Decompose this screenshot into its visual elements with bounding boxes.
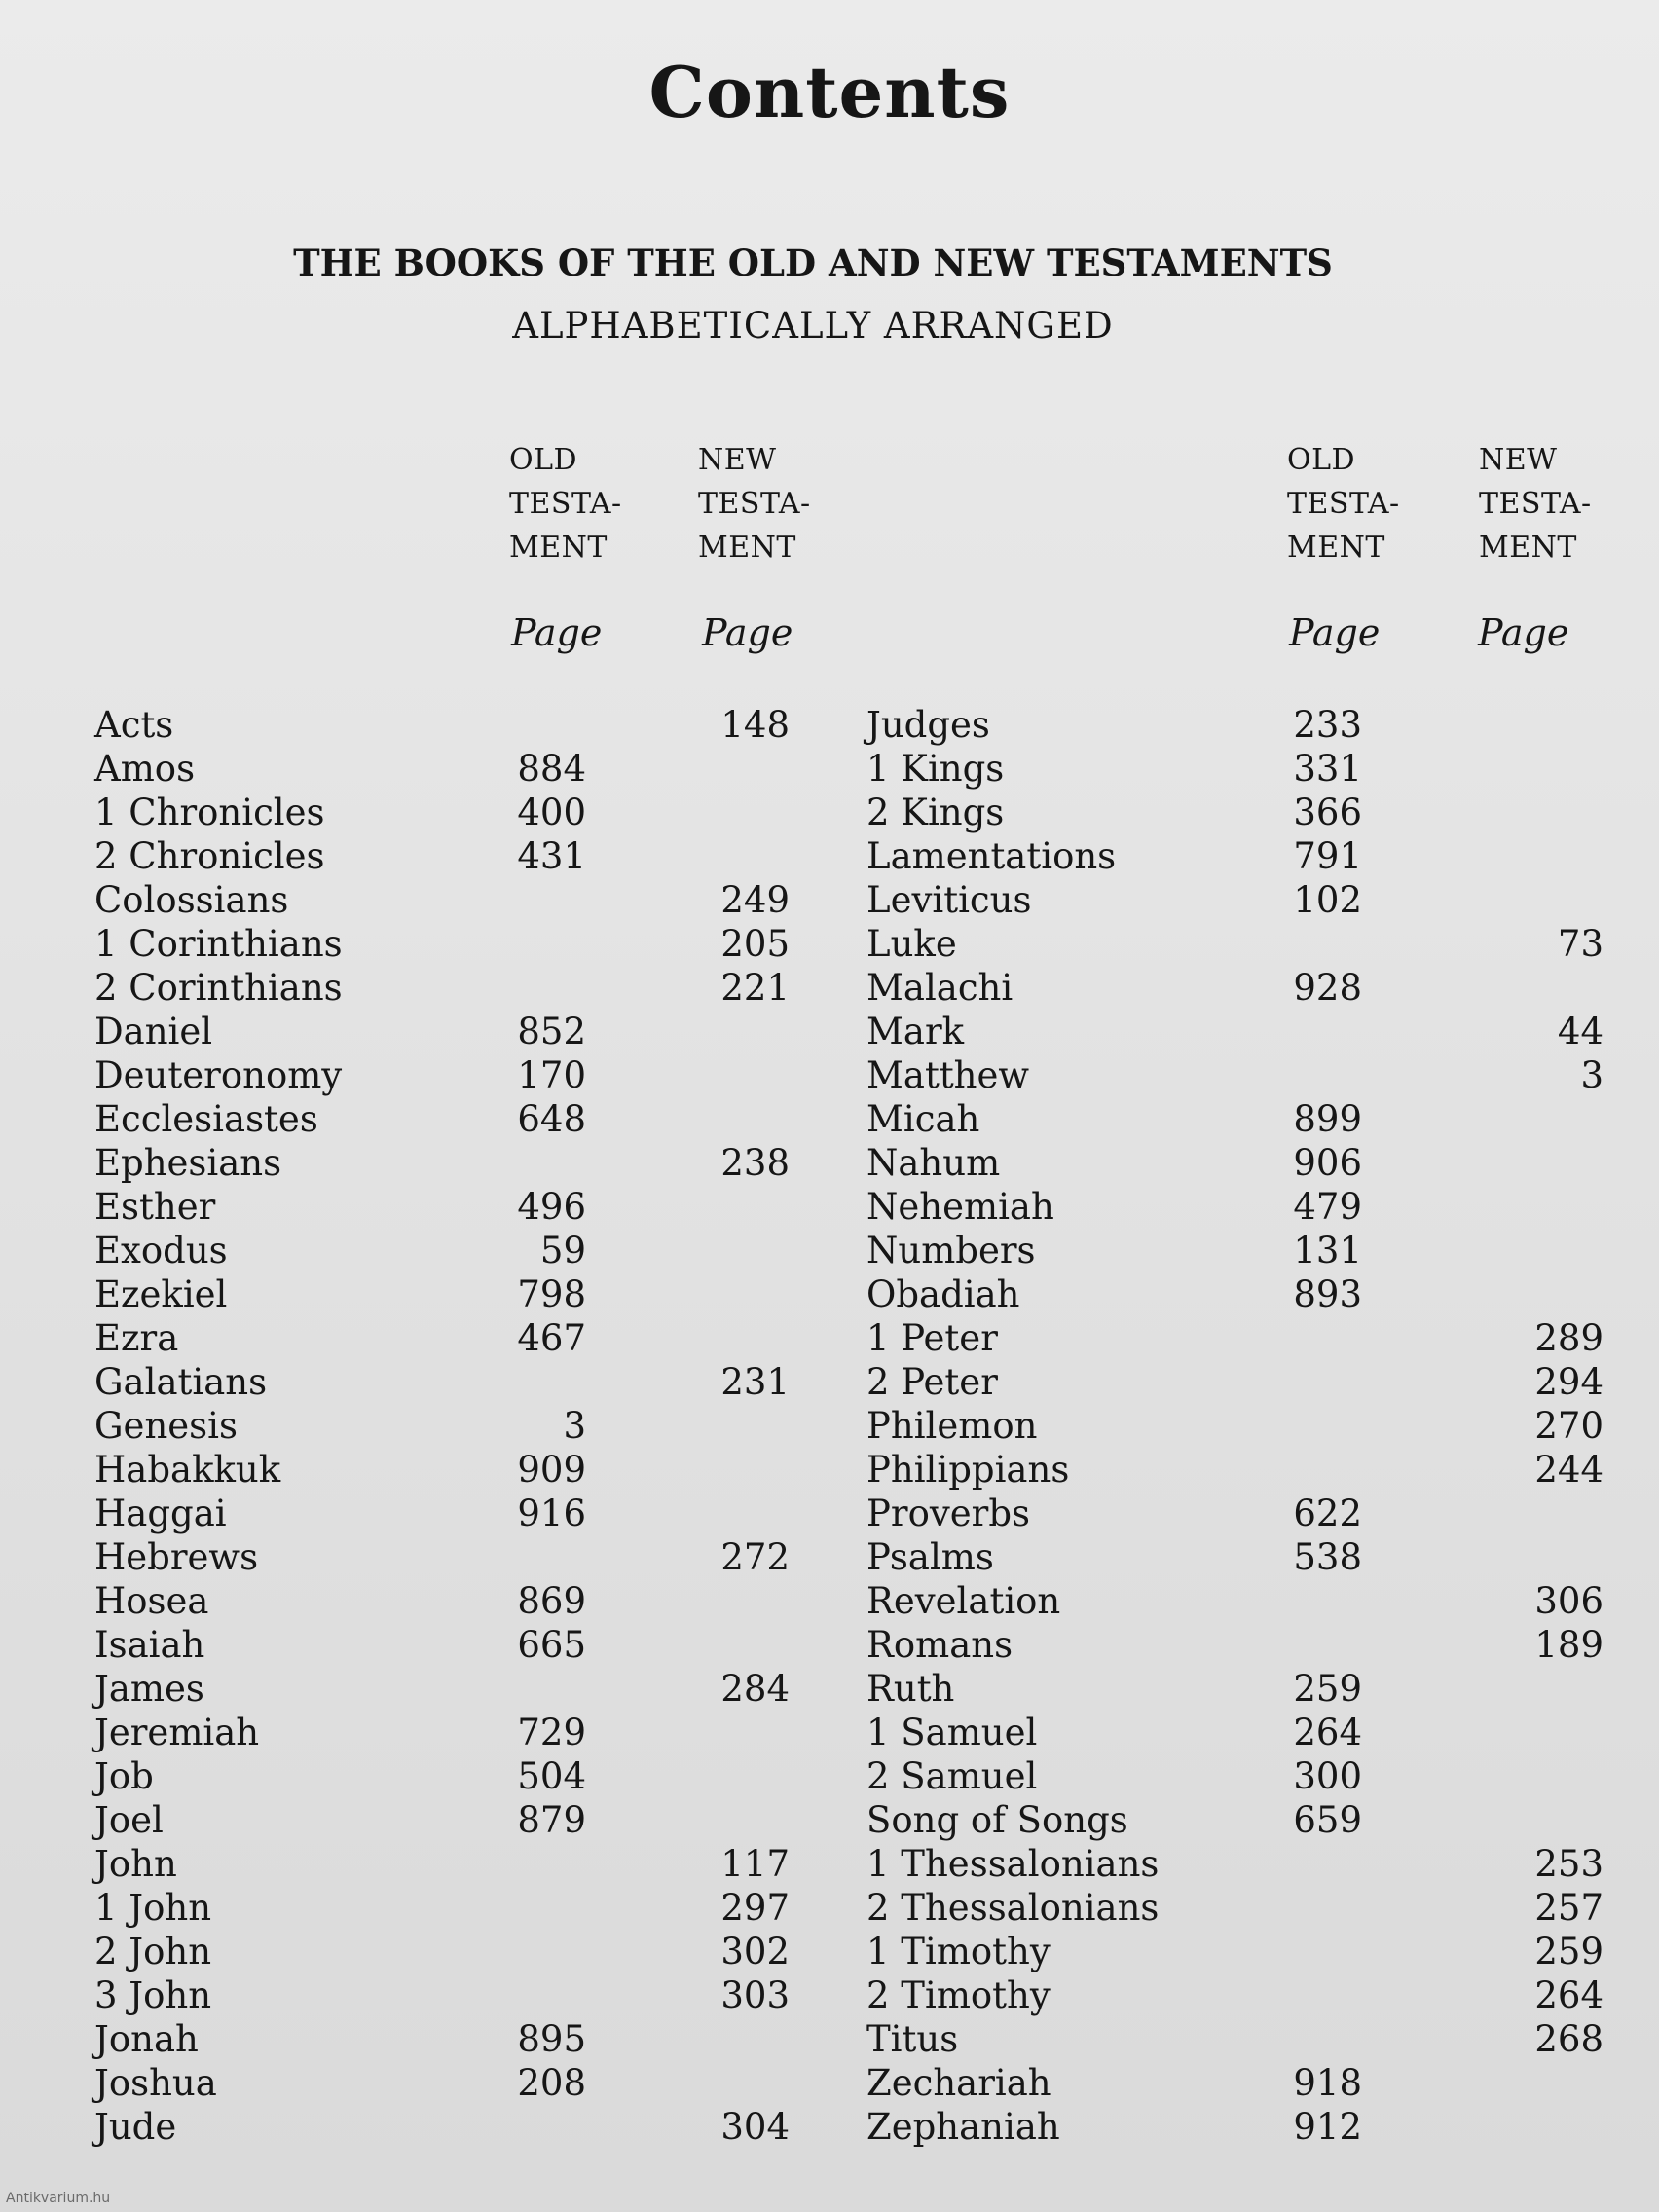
book-name-left: Joel — [94, 1799, 164, 1841]
table-row — [0, 1360, 1659, 1404]
new-testament-page-right: 253 — [1534, 1843, 1604, 1885]
column-header-old-testament-right: OLD TESTA- MENT — [1287, 443, 1400, 565]
table-row — [0, 1535, 1659, 1579]
old-testament-page-right: 912 — [1293, 2106, 1362, 2148]
book-name-left: 3 John — [94, 1974, 212, 2016]
old-testament-page-right: 622 — [1293, 1493, 1362, 1534]
new-testament-page-right: 189 — [1534, 1624, 1604, 1666]
table-row — [0, 878, 1659, 922]
old-testament-page-right: 928 — [1293, 967, 1362, 1009]
old-testament-page-right: 893 — [1293, 1273, 1362, 1315]
book-name-right: Mark — [866, 1011, 965, 1052]
book-name-right: 1 Samuel — [866, 1712, 1038, 1753]
table-row — [0, 1886, 1659, 1930]
old-testament-page-right: 659 — [1293, 1799, 1362, 1841]
table-row — [0, 1973, 1659, 2017]
new-testament-page-right: 270 — [1534, 1405, 1604, 1447]
table-row — [0, 1492, 1659, 1535]
book-name-right: Philippians — [866, 1449, 1070, 1491]
book-name-right: Malachi — [866, 967, 1014, 1009]
book-name-right: Micah — [866, 1098, 980, 1140]
old-testament-page-left: 665 — [517, 1624, 586, 1666]
book-name-right: Philemon — [866, 1405, 1038, 1447]
book-name-left: Ezekiel — [94, 1273, 228, 1315]
book-name-right: 2 Timothy — [866, 1974, 1051, 2016]
new-testament-page-right: 3 — [1580, 1054, 1604, 1096]
new-testament-page-left: 231 — [720, 1361, 790, 1403]
old-testament-page-right: 300 — [1293, 1755, 1362, 1797]
column-page-label-old-left: Page — [511, 611, 603, 654]
new-testament-page-left: 303 — [720, 1974, 790, 2016]
old-testament-page-left: 59 — [539, 1230, 586, 1272]
book-name-left: Daniel — [94, 1011, 213, 1052]
new-testament-page-right: 294 — [1534, 1361, 1604, 1403]
table-row — [0, 1754, 1659, 1798]
book-name-right: Zephaniah — [866, 2106, 1060, 2148]
new-testament-page-left: 284 — [720, 1668, 790, 1710]
book-name-left: Exodus — [94, 1230, 228, 1272]
book-name-left: Job — [94, 1755, 154, 1797]
new-testament-page-left: 302 — [720, 1931, 790, 1972]
table-row — [0, 1141, 1659, 1185]
new-testament-page-right: 264 — [1534, 1974, 1604, 2016]
book-name-left: Galatians — [94, 1361, 268, 1403]
table-row — [0, 1798, 1659, 1842]
book-name-left: Acts — [94, 704, 174, 746]
old-testament-page-right: 102 — [1293, 879, 1362, 921]
new-testament-page-left: 238 — [720, 1142, 790, 1184]
new-testament-page-right: 73 — [1557, 923, 1604, 965]
column-header-new-testament-left: NEW TESTA- MENT — [698, 443, 811, 565]
table-row — [0, 2061, 1659, 2105]
table-row — [0, 1448, 1659, 1492]
book-name-right: 1 Timothy — [866, 1931, 1051, 1972]
old-testament-page-right: 259 — [1293, 1668, 1362, 1710]
table-row — [0, 747, 1659, 791]
table-row — [0, 791, 1659, 834]
old-testament-page-right: 331 — [1293, 748, 1362, 790]
book-name-left: 1 Chronicles — [94, 792, 325, 833]
book-name-right: Song of Songs — [866, 1799, 1128, 1841]
book-name-right: 1 Kings — [866, 748, 1005, 790]
book-name-left: Habakkuk — [94, 1449, 281, 1491]
book-name-left: Ephesians — [94, 1142, 282, 1184]
table-row — [0, 1185, 1659, 1229]
table-row — [0, 2017, 1659, 2061]
book-name-left: Hosea — [94, 1580, 209, 1622]
table-row — [0, 1097, 1659, 1141]
book-name-right: Leviticus — [866, 879, 1032, 921]
table-row — [0, 1579, 1659, 1623]
book-name-right: Numbers — [866, 1230, 1036, 1272]
book-name-left: Amos — [94, 748, 196, 790]
old-testament-page-right: 538 — [1293, 1536, 1362, 1578]
book-name-right: Ruth — [866, 1668, 955, 1710]
old-testament-page-left: 895 — [517, 2018, 586, 2060]
column-page-label-old-right: Page — [1289, 611, 1381, 654]
book-name-right: 2 Peter — [866, 1361, 998, 1403]
book-name-left: Haggai — [94, 1493, 227, 1534]
book-name-right: Psalms — [866, 1536, 994, 1578]
book-name-right: 1 Thessalonians — [866, 1843, 1160, 1885]
book-name-left: Joshua — [94, 2062, 217, 2104]
column-page-label-new-left: Page — [702, 611, 793, 654]
book-name-left: 1 John — [94, 1887, 212, 1929]
table-row — [0, 1404, 1659, 1448]
book-name-right: Revelation — [866, 1580, 1061, 1622]
new-testament-page-right: 257 — [1534, 1887, 1604, 1929]
book-name-left: 2 Corinthians — [94, 967, 343, 1009]
book-name-left: 2 Chronicles — [94, 835, 325, 877]
table-row — [0, 1711, 1659, 1754]
book-name-left: James — [94, 1668, 204, 1710]
old-testament-page-left: 798 — [517, 1273, 586, 1315]
book-name-left: Colossians — [94, 879, 289, 921]
book-name-right: Romans — [866, 1624, 1014, 1666]
old-testament-page-left: 208 — [517, 2062, 586, 2104]
old-testament-page-left: 879 — [517, 1799, 586, 1841]
book-name-right: 2 Samuel — [866, 1755, 1038, 1797]
old-testament-page-right: 791 — [1293, 835, 1362, 877]
book-name-left: Esther — [94, 1186, 216, 1228]
book-name-left: Genesis — [94, 1405, 238, 1447]
table-row — [0, 922, 1659, 966]
book-name-left: Jonah — [94, 2018, 199, 2060]
old-testament-page-left: 729 — [517, 1712, 586, 1753]
new-testament-page-left: 117 — [720, 1843, 790, 1885]
table-row — [0, 1667, 1659, 1711]
book-name-right: Luke — [866, 923, 957, 965]
old-testament-page-left: 916 — [517, 1493, 586, 1534]
old-testament-page-right: 906 — [1293, 1142, 1362, 1184]
old-testament-page-right: 264 — [1293, 1712, 1362, 1753]
new-testament-page-left: 272 — [720, 1536, 790, 1578]
old-testament-page-left: 648 — [517, 1098, 586, 1140]
table-row — [0, 1053, 1659, 1097]
page-title: Contents — [648, 51, 1011, 133]
old-testament-page-left: 504 — [517, 1755, 586, 1797]
old-testament-page-left: 852 — [517, 1011, 586, 1052]
old-testament-page-left: 170 — [517, 1054, 586, 1096]
old-testament-page-right: 366 — [1293, 792, 1362, 833]
table-row — [0, 834, 1659, 878]
old-testament-page-right: 233 — [1293, 704, 1362, 746]
old-testament-page-right: 918 — [1293, 2062, 1362, 2104]
old-testament-page-left: 496 — [517, 1186, 586, 1228]
new-testament-page-right: 306 — [1534, 1580, 1604, 1622]
section-subheading: ALPHABETICALLY ARRANGED — [512, 305, 1114, 347]
old-testament-page-left: 3 — [563, 1405, 586, 1447]
book-name-left: 1 Corinthians — [94, 923, 343, 965]
book-name-right: 1 Peter — [866, 1317, 998, 1359]
book-name-right: Lamentations — [866, 835, 1117, 877]
table-row — [0, 966, 1659, 1010]
old-testament-page-left: 467 — [517, 1317, 586, 1359]
book-name-left: Jeremiah — [94, 1712, 260, 1753]
old-testament-page-right: 899 — [1293, 1098, 1362, 1140]
book-name-left: Isaiah — [94, 1624, 205, 1666]
book-name-left: Deuteronomy — [94, 1054, 343, 1096]
book-name-left: Jude — [94, 2106, 177, 2148]
table-row — [0, 1623, 1659, 1667]
new-testament-page-left: 205 — [720, 923, 790, 965]
table-row — [0, 1272, 1659, 1316]
section-heading: THE BOOKS OF THE OLD AND NEW TESTAMENTS — [293, 241, 1333, 284]
watermark-footer: Antikvarium.hu — [6, 2191, 111, 2206]
book-name-right: Obadiah — [866, 1273, 1020, 1315]
old-testament-page-right: 479 — [1293, 1186, 1362, 1228]
new-testament-page-left: 249 — [720, 879, 790, 921]
book-name-right: Titus — [866, 2018, 959, 2060]
new-testament-page-left: 221 — [720, 967, 790, 1009]
book-name-left: 2 John — [94, 1931, 212, 1972]
column-page-label-new-right: Page — [1478, 611, 1569, 654]
old-testament-page-left: 869 — [517, 1580, 586, 1622]
book-name-right: 2 Kings — [866, 792, 1005, 833]
book-name-right: Nehemiah — [866, 1186, 1054, 1228]
new-testament-page-left: 297 — [720, 1887, 790, 1929]
book-name-right: Judges — [866, 704, 990, 746]
book-name-left: Hebrews — [94, 1536, 259, 1578]
old-testament-page-left: 884 — [517, 748, 586, 790]
book-name-right: Proverbs — [866, 1493, 1031, 1534]
book-name-right: Nahum — [866, 1142, 1001, 1184]
old-testament-page-left: 909 — [517, 1449, 586, 1491]
new-testament-page-left: 304 — [720, 2106, 790, 2148]
table-row — [0, 703, 1659, 747]
column-header-new-testament-right: NEW TESTA- MENT — [1479, 443, 1592, 565]
new-testament-page-left: 148 — [720, 704, 790, 746]
new-testament-page-right: 268 — [1534, 2018, 1604, 2060]
book-name-right: Matthew — [866, 1054, 1030, 1096]
table-row — [0, 1316, 1659, 1360]
new-testament-page-right: 259 — [1534, 1931, 1604, 1972]
new-testament-page-right: 289 — [1534, 1317, 1604, 1359]
book-name-left: Ecclesiastes — [94, 1098, 318, 1140]
column-header-old-testament-left: OLD TESTA- MENT — [509, 443, 622, 565]
contents-table — [0, 703, 1659, 2149]
table-row — [0, 1229, 1659, 1272]
table-row — [0, 2105, 1659, 2149]
table-row — [0, 1010, 1659, 1053]
book-name-left: Ezra — [94, 1317, 179, 1359]
book-name-right: Zechariah — [866, 2062, 1051, 2104]
old-testament-page-left: 431 — [517, 835, 586, 877]
old-testament-page-right: 131 — [1293, 1230, 1362, 1272]
table-row — [0, 1842, 1659, 1886]
old-testament-page-left: 400 — [517, 792, 586, 833]
new-testament-page-right: 244 — [1534, 1449, 1604, 1491]
book-name-right: 2 Thessalonians — [866, 1887, 1160, 1929]
new-testament-page-right: 44 — [1557, 1011, 1604, 1052]
table-row — [0, 1930, 1659, 1973]
book-name-left: John — [94, 1843, 177, 1885]
